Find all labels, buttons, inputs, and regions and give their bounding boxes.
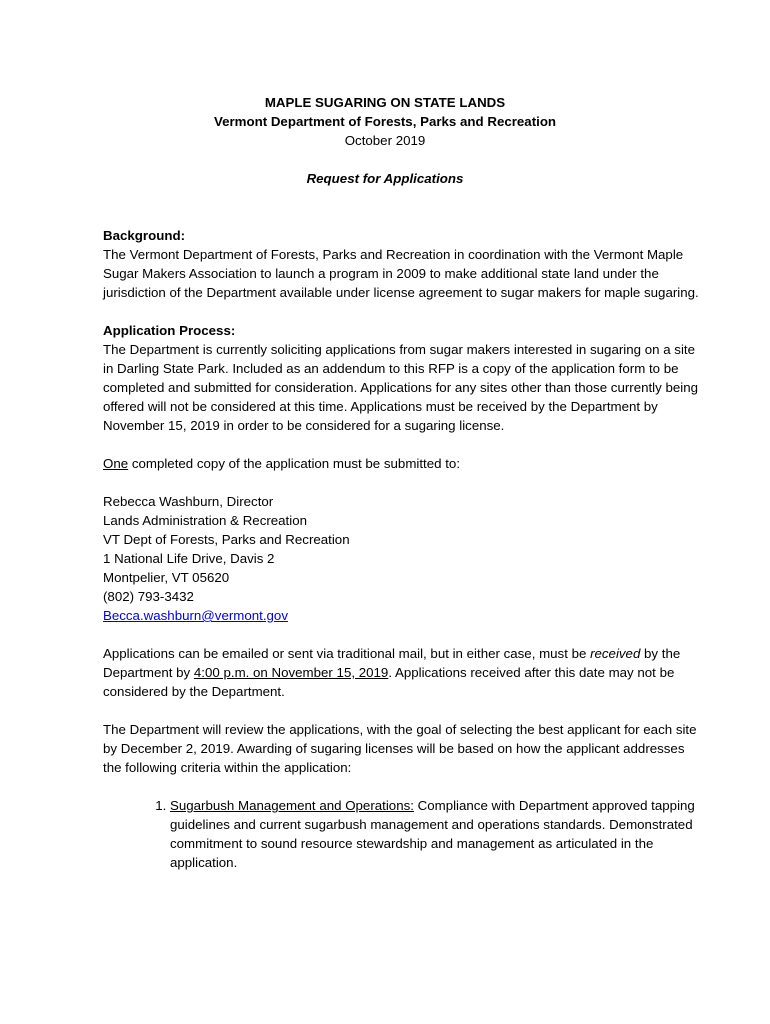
background-text: The Vermont Department of Forests, Parks and Recreation in coordination with the Vermont Maple Sugar Makers Association to launch a program in 2009 to make additional state land under the jurisdiction of the Department available under license agreement to sugar makers for maple sugaring. [103,247,699,300]
criteria-list [103,796,703,872]
application-process-heading: Application Process: [103,323,236,338]
document-body [103,226,703,872]
document-date: October 2019 [344,133,426,148]
criterion-title: Sugarbush Management and Operations: [170,798,414,813]
contact-department: VT Dept of Forests, Parks and Recreation [103,532,350,547]
list-item [170,796,703,872]
submission-instructions [103,454,703,473]
deadline-text-3: . Applications received after this date may not be considered by the Department. [103,665,675,699]
deadline-text-1: Applications can be emailed or sent via traditional mail, but in either case, must be [103,646,591,661]
one-underlined: One [103,456,129,471]
document-header [0,93,770,188]
application-process-section [103,321,703,435]
deadline-date: 4:00 p.m. on November 15, 2019 [193,665,389,680]
review-paragraph: The Department will review the applications, with the goal of selecting the best applicant for each site by December 2, 2019. Awarding of sugaring licenses will be based on how the applicant addresses the following criteria within the application: [103,722,697,775]
contact-phone: (802) 793-3432 [103,589,194,604]
background-heading: Background: [103,228,186,243]
deadline-text-2: by the Department by [103,646,681,680]
contact-city: Montpelier, VT 05620 [103,570,230,585]
document-title: MAPLE SUGARING ON STATE LANDS [264,95,506,110]
application-process-text: The Department is currently soliciting applications from sugar makers interested in sugaring on a site in Darling State Park. Included as an addendum to this RFP is a copy of the application form to be completed and submitted for consideration. Applications for any sites other than those currently being offered will not be considered at this time. Applications must be received by the Department by November 15, 2019 in order to be considered for a sugaring license. [103,342,699,433]
contact-street: 1 National Life Drive, Davis 2 [103,551,275,566]
contact-office: Lands Administration & Recreation [103,513,307,528]
deadline-paragraph [103,644,703,701]
received-emphasis: received [590,646,641,661]
request-for-applications-heading: Request for Applications [306,171,464,186]
department-name: Vermont Department of Forests, Parks and Recreation [213,114,557,129]
criterion-text: Compliance with Department approved tapping guidelines and current sugarbush management and operations standards. Demonstrated commitment to sound resource stewardship and management as articulated in the application. [170,798,695,870]
contact-name: Rebecca Washburn, Director [103,494,274,509]
submission-text: completed copy of the application must be submitted to: [128,456,461,471]
mailing-address [103,492,703,625]
contact-email-link[interactable]: Becca.washburn@vermont.gov [103,608,288,623]
background-section [103,226,703,302]
